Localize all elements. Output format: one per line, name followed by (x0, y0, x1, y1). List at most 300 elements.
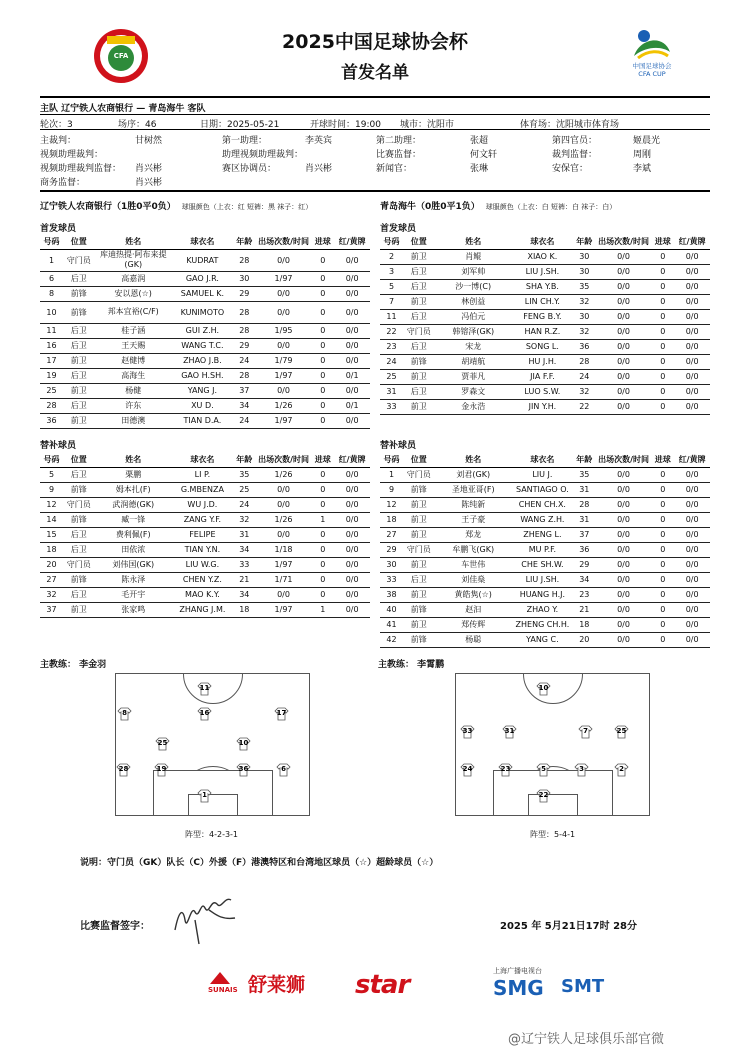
table-cell: 12 (380, 497, 403, 512)
home-kit: 球服颜色（上衣：红 短裤：黑 袜子：红） (181, 203, 313, 211)
table-cell: 30 (573, 249, 596, 264)
away-shirt-icon (460, 763, 475, 777)
table-cell: 1 (311, 512, 334, 527)
table-cell: 0 (311, 413, 334, 428)
table-cell: ZHENG CH.H. (512, 617, 573, 632)
table-cell: FENG B.Y. (512, 309, 573, 324)
center-circle (523, 644, 583, 704)
table-cell: 42 (380, 632, 403, 647)
var-sup-label: 视频助理裁判监督： (40, 164, 122, 174)
table-row (40, 383, 370, 398)
home-shirt-icon (155, 737, 170, 751)
press-label: 新闻官： (376, 164, 413, 174)
table-cell: 0 (311, 353, 334, 368)
table-cell: 0 (651, 384, 674, 399)
table-cell: 18 (573, 617, 596, 632)
table-row (40, 301, 370, 323)
column-header: 出场次数/时间 (596, 452, 651, 467)
table-cell: 宋龙 (434, 339, 512, 354)
table-cell: 0/0 (334, 383, 370, 398)
table-cell: 9 (380, 482, 403, 497)
table-cell: 28 (40, 398, 63, 413)
venue-coord: 肖兴彬 (305, 164, 333, 174)
table-cell: 29 (233, 286, 256, 301)
table-row (40, 512, 370, 527)
table-row (380, 602, 710, 617)
table-cell: 33 (380, 399, 403, 414)
referee-label: 主裁判： (40, 136, 77, 146)
column-header: 红/黄牌 (334, 452, 370, 467)
table-cell: 黄皓隽(☆) (434, 587, 512, 602)
table-cell: 守门员 (63, 249, 94, 271)
table-cell: 0/0 (674, 497, 710, 512)
table-cell: 0/1 (334, 368, 370, 383)
table-cell: 0 (311, 383, 334, 398)
column-header: 球衣名 (172, 452, 233, 467)
table-cell: 5 (40, 467, 63, 482)
column-header: 进球 (311, 452, 334, 467)
table-cell: 许东 (94, 398, 172, 413)
home-shirt-icon (116, 763, 131, 777)
table-cell: 后卫 (403, 339, 434, 354)
table-cell: 刘军帅 (434, 264, 512, 279)
table-cell: 6 (40, 271, 63, 286)
table-cell: 8 (40, 286, 63, 301)
table-cell: 25 (233, 482, 256, 497)
cfa-cup-logo-text (614, 62, 690, 78)
table-row (380, 384, 710, 399)
table-cell: ZHAO J.B. (172, 353, 233, 368)
table-row (40, 338, 370, 353)
table-cell: 圣地亚哥(F) (434, 482, 512, 497)
table-cell: 0/0 (674, 309, 710, 324)
shirt-number: 33 (462, 727, 473, 735)
table-row (40, 602, 370, 617)
ar2-label: 第二助理： (376, 136, 422, 146)
away-team-name: 青岛海牛（0胜0平1负） (380, 202, 480, 212)
table-cell: 罗森文 (434, 384, 512, 399)
table-cell: 前卫 (63, 602, 94, 617)
table-cell: 0 (311, 323, 334, 338)
table-cell: 前卫 (403, 527, 434, 542)
table-cell: 0 (311, 587, 334, 602)
table-cell: 32 (573, 294, 596, 309)
table-row (380, 542, 710, 557)
table-cell: 赵汩 (434, 602, 512, 617)
table-cell: 0/0 (334, 249, 370, 271)
table-cell: 1/97 (256, 413, 311, 428)
table-cell: 武润德(GK) (94, 497, 172, 512)
home-team-name: 辽宁铁人农商银行（1胜0平0负） (40, 202, 176, 212)
shirt-number: 5 (541, 765, 546, 773)
divider (40, 190, 710, 192)
table-cell: 0/0 (334, 286, 370, 301)
table-cell: 0 (651, 482, 674, 497)
table-cell: 0 (311, 368, 334, 383)
table-row (40, 557, 370, 572)
table-cell: 0/0 (674, 587, 710, 602)
table-cell: 0/0 (674, 399, 710, 414)
table-cell: LIU J. (512, 467, 573, 482)
shirt-number: 25 (616, 727, 627, 735)
table-row (380, 587, 710, 602)
away-coach: 主教练： 李霄鹏 (378, 660, 445, 670)
table-header-row (380, 452, 710, 467)
table-cell: 29 (573, 557, 596, 572)
table-cell: 1 (380, 467, 403, 482)
table-cell: 陈永泽 (94, 572, 172, 587)
table-cell: 臧一锋 (94, 512, 172, 527)
table-cell: 31 (380, 384, 403, 399)
table-cell: GUI Z.H. (172, 323, 233, 338)
column-header: 位置 (63, 452, 94, 467)
table-cell: 1/71 (256, 572, 311, 587)
press: 张琳 (470, 164, 489, 174)
table-cell: 0 (651, 324, 674, 339)
table-cell: 0/0 (334, 482, 370, 497)
table-cell: 费利佩(F) (94, 527, 172, 542)
table-cell: 27 (380, 527, 403, 542)
table-cell: 15 (40, 527, 63, 542)
table-cell: 0 (651, 369, 674, 384)
table-cell: HUANG H.J. (512, 587, 573, 602)
table-cell: 34 (233, 542, 256, 557)
table-cell: 0/0 (256, 527, 311, 542)
table-cell: 32 (40, 587, 63, 602)
table-cell: 1/26 (256, 512, 311, 527)
table-cell: 0/0 (256, 587, 311, 602)
kickoff: 开球时间：19:00 (310, 120, 381, 130)
table-cell: 29 (233, 338, 256, 353)
table-cell: 后卫 (403, 264, 434, 279)
table-cell: 赵健博 (94, 353, 172, 368)
sponsor-star-logo: star (355, 970, 410, 1000)
table-cell: 0 (651, 542, 674, 557)
column-header: 进球 (311, 234, 334, 249)
shirt-number: 16 (199, 709, 210, 717)
table-cell: 0 (651, 354, 674, 369)
table-cell: 37 (573, 527, 596, 542)
home-coach: 主教练： 李金羽 (40, 660, 107, 670)
table-cell: 0 (311, 467, 334, 482)
column-header: 红/黄牌 (334, 234, 370, 249)
table-cell: 31 (573, 482, 596, 497)
table-cell: 0/0 (596, 482, 651, 497)
away-shirt-icon (536, 763, 551, 777)
table-cell: HU J.H. (512, 354, 573, 369)
shirt-number: 8 (122, 709, 127, 717)
table-cell: 0/0 (596, 617, 651, 632)
table-cell: WANG T.C. (172, 338, 233, 353)
shirt-number: 7 (583, 727, 588, 735)
referee: 甘树然 (135, 136, 163, 146)
table-cell: 0 (311, 338, 334, 353)
table-cell: 前卫 (403, 369, 434, 384)
ref-sup-label: 裁判监督： (552, 150, 598, 160)
divider (40, 114, 710, 115)
table-cell: 25 (40, 383, 63, 398)
table-cell: 31 (233, 527, 256, 542)
table-cell: 0/0 (674, 512, 710, 527)
sponsor-sunais-logo (208, 968, 318, 1000)
table-cell: 28 (573, 354, 596, 369)
shirt-number: 23 (500, 765, 511, 773)
table-cell: 28 (573, 497, 596, 512)
table-cell: 0/0 (674, 339, 710, 354)
table-cell: 韩镕泽(GK) (434, 324, 512, 339)
table-cell: 郑传辉 (434, 617, 512, 632)
away-shirt-icon (574, 763, 589, 777)
away-kit: 球服颜色（上衣：白 短裤：白 袜子：白） (485, 203, 617, 211)
table-cell: 0 (311, 271, 334, 286)
table-cell: 23 (573, 587, 596, 602)
table-cell: 28 (233, 368, 256, 383)
table-cell: JIA F.F. (512, 369, 573, 384)
cfa-badge-text: CFA (113, 52, 129, 60)
table-cell: SANTIAGO O. (512, 482, 573, 497)
table-cell: 库迪热提·阿布来提(GK) (94, 249, 172, 271)
table-cell: 肖鲲 (434, 249, 512, 264)
table-cell: 0/0 (596, 467, 651, 482)
table-cell: 18 (40, 542, 63, 557)
table-row (40, 368, 370, 383)
table-cell: 36 (573, 339, 596, 354)
column-header: 姓名 (94, 234, 172, 249)
table-cell: ZHAO Y. (512, 602, 573, 617)
table-cell: SHA Y.B. (512, 279, 573, 294)
shirt-number: 1 (202, 791, 207, 799)
shirt-number: 25 (157, 739, 168, 747)
table-cell: 0/0 (334, 527, 370, 542)
table-cell: 车世伟 (434, 557, 512, 572)
table-cell: 田德澳 (94, 413, 172, 428)
away-shirt-icon (536, 789, 551, 803)
table-cell: 0 (651, 587, 674, 602)
table-cell: 前卫 (403, 557, 434, 572)
table-cell: 后卫 (63, 542, 94, 557)
away-starters-table (380, 234, 710, 415)
match-no: 场序：46 (118, 120, 157, 130)
table-row (40, 249, 370, 271)
table-cell: TIAN Y.N. (172, 542, 233, 557)
home-subs-table (40, 452, 370, 618)
var-sup: 肖兴彬 (135, 164, 163, 174)
table-cell: 34 (233, 587, 256, 602)
table-cell: 37 (233, 383, 256, 398)
table-cell: 王天赐 (94, 338, 172, 353)
table-cell: 0/0 (256, 482, 311, 497)
table-cell: 0/0 (596, 294, 651, 309)
table-cell: SONG L. (512, 339, 573, 354)
table-cell: 34 (573, 572, 596, 587)
shirt-number: 22 (538, 791, 549, 799)
table-cell: 刘伟国(GK) (94, 557, 172, 572)
table-cell: 0 (311, 301, 334, 323)
table-cell: 0/0 (596, 369, 651, 384)
table-cell: 前卫 (403, 399, 434, 414)
table-cell: 0/0 (674, 527, 710, 542)
table-cell: 0 (651, 497, 674, 512)
table-cell: 0/0 (334, 271, 370, 286)
fourth-label: 第四官员： (552, 136, 598, 146)
table-cell: LIU J.SH. (512, 264, 573, 279)
sponsor-sunais-cn: 舒莱狮 (248, 974, 306, 996)
table-cell: 0/0 (674, 369, 710, 384)
home-shirt-icon (197, 707, 212, 721)
table-row (380, 467, 710, 482)
table-cell: ZHANG J.M. (172, 602, 233, 617)
sponsor-smg-cn: 上海广播电视台 (493, 967, 542, 975)
table-cell: 32 (573, 324, 596, 339)
table-cell: 21 (573, 602, 596, 617)
table-cell: 37 (40, 602, 63, 617)
ar1-label: 第一助理： (222, 136, 268, 146)
column-header: 出场次数/时间 (596, 234, 651, 249)
table-cell: 牟鹏飞(GK) (434, 542, 512, 557)
table-row (380, 497, 710, 512)
home-shirt-icon (154, 763, 169, 777)
table-cell: 姆本扎(F) (94, 482, 172, 497)
table-row (40, 527, 370, 542)
table-cell: 0 (651, 572, 674, 587)
column-header: 球衣名 (512, 234, 573, 249)
venue-coord-label: 赛区协调员： (222, 164, 277, 174)
table-cell: 27 (40, 572, 63, 587)
table-cell: 1/97 (256, 557, 311, 572)
shirt-number: 3 (579, 765, 584, 773)
table-cell: 28 (233, 323, 256, 338)
away-shirt-icon (536, 682, 551, 696)
round: 轮次：3 (40, 120, 73, 130)
table-cell: 后卫 (63, 368, 94, 383)
table-cell: WANG Z.H. (512, 512, 573, 527)
table-cell: 16 (40, 338, 63, 353)
table-cell: LI P. (172, 467, 233, 482)
table-cell: 后卫 (63, 398, 94, 413)
table-cell: CHE SH.W. (512, 557, 573, 572)
table-cell: 31 (573, 512, 596, 527)
shirt-number: 2 (619, 765, 624, 773)
table-row (40, 542, 370, 557)
column-header: 姓名 (434, 452, 512, 467)
table-cell: 0 (651, 279, 674, 294)
table-cell: 前锋 (403, 482, 434, 497)
table-cell: 0/0 (334, 602, 370, 617)
table-cell: 田依浓 (94, 542, 172, 557)
away-formation-pitch (455, 673, 650, 816)
table-cell: 0/0 (334, 497, 370, 512)
table-cell: 0 (651, 309, 674, 324)
table-cell: 5 (380, 279, 403, 294)
table-cell: 0 (651, 557, 674, 572)
table-cell: 30 (573, 264, 596, 279)
column-header: 年龄 (573, 452, 596, 467)
table-cell: 0 (651, 632, 674, 647)
column-header: 年龄 (573, 234, 596, 249)
shirt-number: 28 (118, 765, 129, 773)
table-row (40, 271, 370, 286)
table-cell: LIU W.G. (172, 557, 233, 572)
table-cell: 30 (380, 557, 403, 572)
table-cell: GAO J.R. (172, 271, 233, 286)
table-cell: G.MBENZA (172, 482, 233, 497)
home-shirt-icon (197, 789, 212, 803)
page-title: 2025中国足球协会杯 (282, 31, 468, 53)
table-row (380, 339, 710, 354)
var-label: 视频助理裁判： (40, 150, 104, 160)
table-row (40, 467, 370, 482)
table-cell: 后卫 (63, 271, 94, 286)
away-team-heading (380, 199, 616, 212)
sponsor-smg: SMG (493, 976, 544, 1000)
table-cell: 林创益 (434, 294, 512, 309)
column-header: 号码 (40, 452, 63, 467)
table-cell: 守门员 (63, 497, 94, 512)
table-row (40, 572, 370, 587)
table-cell: 0/0 (674, 632, 710, 647)
table-cell: 33 (233, 557, 256, 572)
signature-label: 比赛监督签字： (80, 921, 150, 932)
table-cell: 0 (651, 512, 674, 527)
table-cell: 36 (573, 542, 596, 557)
table-row (380, 354, 710, 369)
table-cell: 守门员 (403, 467, 434, 482)
table-cell: 刘君(GK) (434, 467, 512, 482)
table-cell: CHEN Y.Z. (172, 572, 233, 587)
table-cell: 0 (651, 467, 674, 482)
column-header: 位置 (403, 452, 434, 467)
table-cell: 0 (651, 339, 674, 354)
table-cell: 0/0 (674, 542, 710, 557)
table-cell: 18 (233, 602, 256, 617)
ar1: 李英宾 (305, 136, 333, 146)
table-cell: 金永浩 (434, 399, 512, 414)
table-row (40, 482, 370, 497)
table-row (380, 527, 710, 542)
table-cell: 0 (651, 399, 674, 414)
table-cell: 0 (311, 482, 334, 497)
table-cell: 前锋 (63, 512, 94, 527)
table-cell: 32 (233, 512, 256, 527)
table-cell: WU J.D. (172, 497, 233, 512)
table-cell: 0/0 (596, 354, 651, 369)
table-row (380, 264, 710, 279)
table-cell: 杨聪 (434, 632, 512, 647)
table-cell: GAO H.SH. (172, 368, 233, 383)
city: 城市：沈阳市 (400, 120, 455, 130)
shirt-number: 10 (538, 684, 549, 692)
table-cell: 0/0 (674, 384, 710, 399)
table-cell: 0 (311, 398, 334, 413)
table-cell: 28 (233, 249, 256, 271)
page-subtitle: 首发名单 (341, 63, 409, 83)
table-cell: CHEN CH.X. (512, 497, 573, 512)
table-cell: 0/0 (334, 557, 370, 572)
table-cell: KUNIMOTO (172, 301, 233, 323)
table-cell: 守门员 (403, 542, 434, 557)
table-row (380, 324, 710, 339)
table-cell: 0/0 (256, 249, 311, 271)
avar-label: 助理视频助理裁判： (222, 150, 304, 160)
table-row (380, 399, 710, 414)
column-header: 号码 (380, 452, 403, 467)
teams-label: 主队 辽宁铁人农商银行 — 青岛海牛 客队 (40, 104, 206, 114)
column-header: 年龄 (233, 234, 256, 249)
table-cell: 0/0 (256, 338, 311, 353)
table-cell: 10 (40, 301, 63, 323)
table-cell: 0/0 (596, 399, 651, 414)
table-cell: 0/0 (256, 497, 311, 512)
